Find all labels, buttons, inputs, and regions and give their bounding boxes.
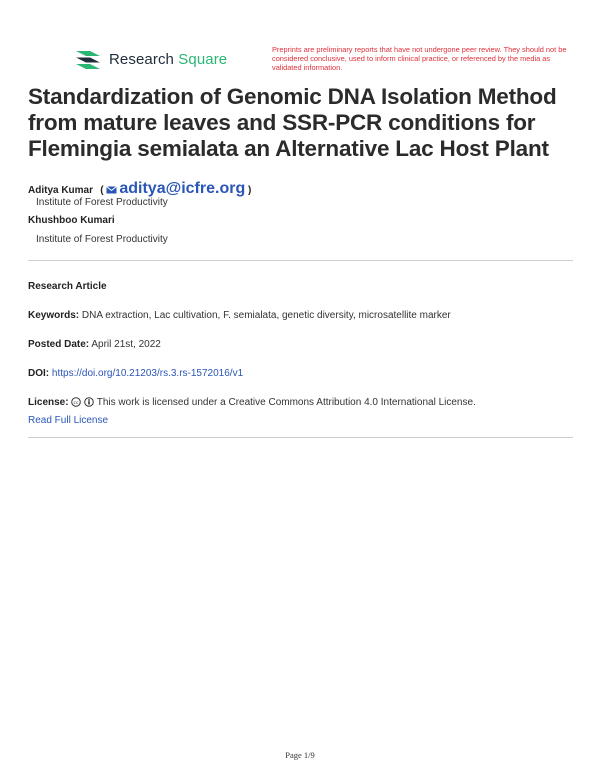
page-number: Page 1/9 [285, 750, 315, 760]
creative-commons-icon [71, 397, 81, 407]
divider [28, 437, 573, 438]
research-square-logo-icon [74, 48, 102, 70]
attribution-icon [84, 397, 94, 407]
author-name: Aditya Kumar [28, 185, 94, 196]
article-title: Standardization of Genomic DNA Isolation Method from mature leaves and SSR-PCR conditions for Flemingia semialata an Alternative Lac Host Plant [28, 84, 557, 161]
author-1: Aditya Kumar ( aditya@icfre.org ) [28, 180, 252, 197]
author-affiliation: Institute of Forest Productivity [36, 197, 168, 208]
divider [28, 260, 573, 261]
logo-text: Research Square [109, 50, 228, 68]
keywords: Keywords: DNA extraction, Lac cultivation, F. semialata, genetic diversity, microsatellite marker [28, 310, 451, 321]
author-affiliation: Institute of Forest Productivity [36, 234, 168, 245]
doi-link[interactable]: https://doi.org/10.21203/rs.3.rs-1572016/v1 [51, 368, 244, 379]
author-name: Khushboo Kumari [28, 215, 115, 226]
read-full-license-link[interactable]: Read Full License [28, 415, 109, 426]
posted-date: Posted Date: April 21st, 2022 [28, 339, 161, 350]
article-type: Research Article [28, 281, 107, 292]
preprint-notice: Preprints are preliminary reports that have not undergone peer review. They should not be considered conclusive, used to inform clinical practice, or referenced by the media as validated information. [272, 45, 567, 72]
doi: DOI: https://doi.org/10.21203/rs.3.rs-1572016/v1 [28, 368, 244, 379]
license: License: cc This work is licensed under a Creative Commons Attribution 4.0 International License. [28, 397, 476, 408]
research-square-logo[interactable] [74, 48, 227, 70]
author-email-link[interactable]: aditya@icfre.org [106, 180, 245, 197]
envelope-icon [106, 186, 117, 194]
svg-text:cc: cc [73, 401, 79, 406]
